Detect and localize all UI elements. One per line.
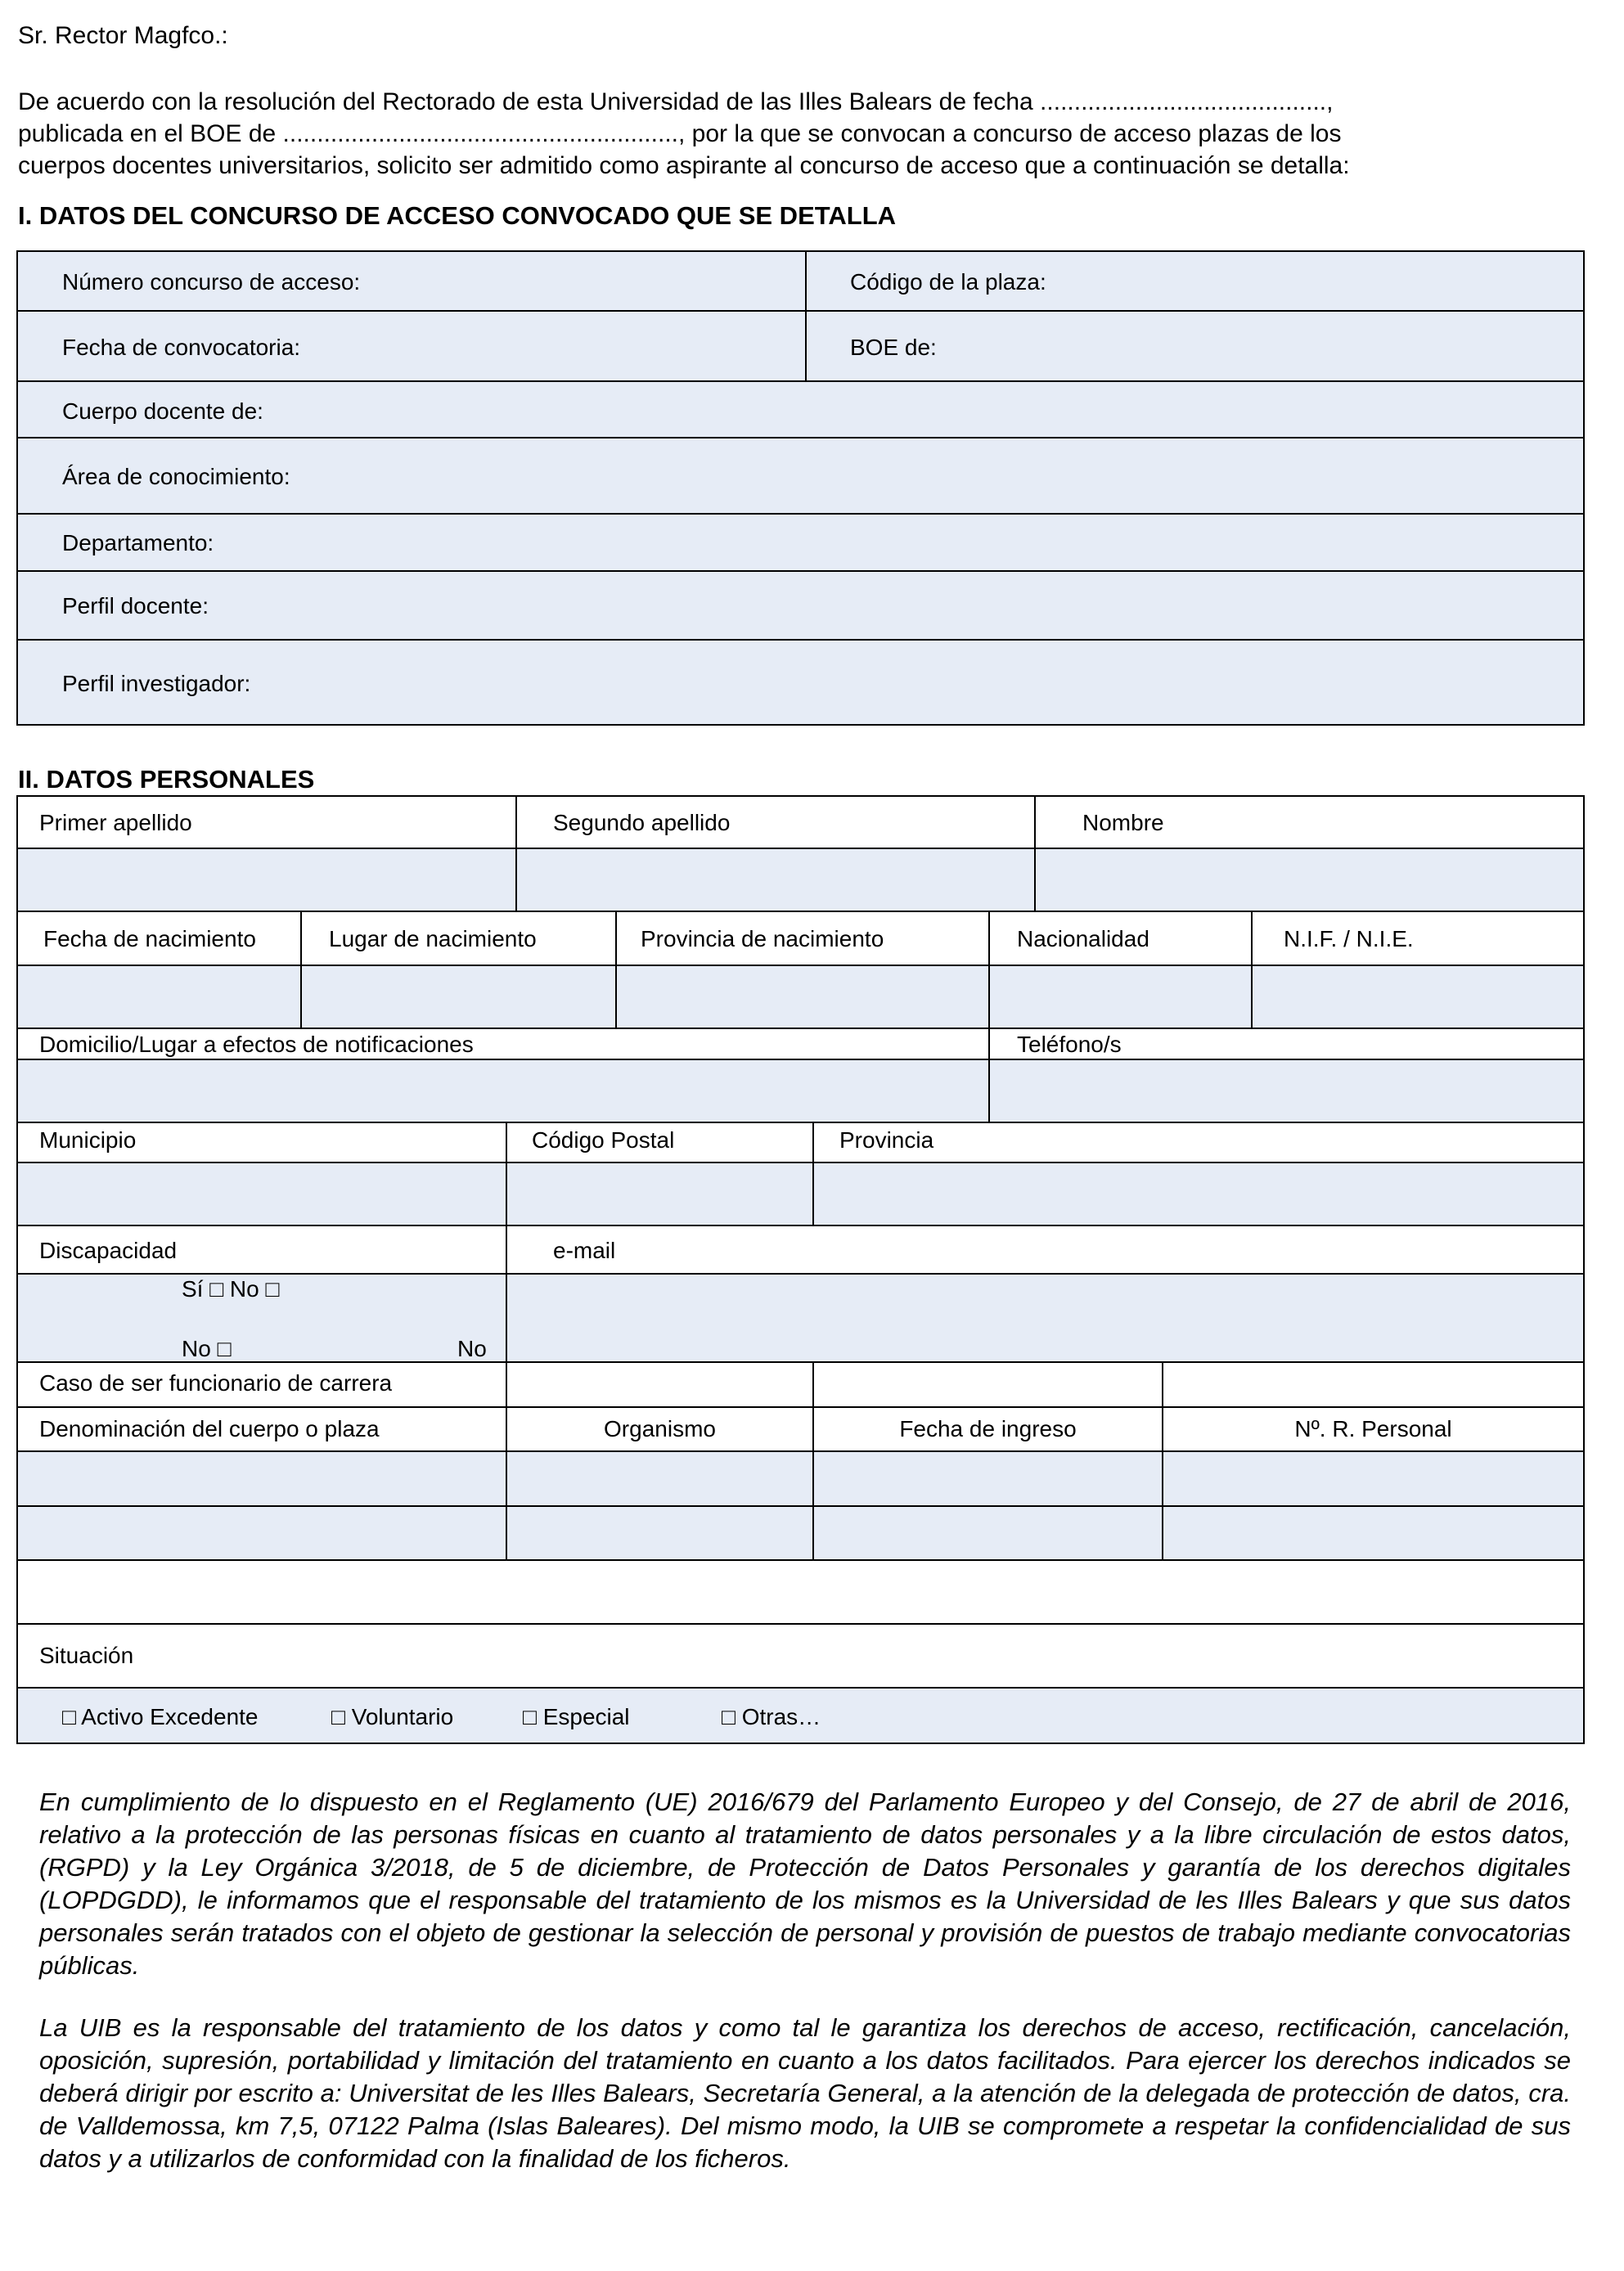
situacion-label: Situación [39, 1643, 134, 1668]
provincia-nacimiento-label: Provincia de nacimiento [641, 926, 884, 951]
nif-label: N.I.F. / N.I.E. [1284, 926, 1414, 951]
fecha-convocatoria-field[interactable]: Fecha de convocatoria: [62, 335, 301, 360]
provincia-label: Provincia [839, 1127, 934, 1153]
especial-option[interactable]: □ Especial [523, 1704, 630, 1729]
numero-concurso-field[interactable]: Número concurso de acceso: [62, 269, 361, 295]
nrp-label: Nº. R. Personal [1294, 1416, 1452, 1441]
boe-field[interactable]: BOE de: [850, 335, 937, 360]
greeting: Sr. Rector Magfco.: [18, 22, 228, 49]
section-2-title: II. DATOS PERSONALES [18, 765, 315, 794]
municipio-input-row[interactable] [18, 1162, 1583, 1225]
codigo-plaza-field[interactable]: Código de la plaza: [850, 269, 1046, 295]
nombre-label: Nombre [1082, 810, 1164, 835]
intro-line-1: De acuerdo con la resolución del Rectorado de esta Universidad de las Illes Balears de fecha .........................................., [18, 88, 1334, 115]
telefono-label: Teléfono/s [1017, 1032, 1122, 1057]
nacionalidad-label: Nacionalidad [1017, 926, 1149, 951]
activo-excedente-option[interactable]: □ Activo Excedente [62, 1704, 259, 1729]
no-checkbox-right[interactable]: No [457, 1336, 487, 1361]
legal-paragraph-2: La UIB es la responsable del tratamiento de los datos y como tal le garantiza los derechos de acceso, rectificación, cancelación, oposición, supresión, portabilidad y limitación del tratamiento en cuanto a los datos facilitados. Para ejercer los derechos indicados se deberá dirigir por escrito a: Universitat de les Illes Balears, Secretaría General, a la atención de la delegada de protección de datos, cra. de Valldemossa, km 7,5, 07122 Palma (Islas Baleares). Del mismo modo, la UIB se compromete a respetar la confidencialidad de sus datos y a utilizarlos de conformidad con la finalidad de los ficheros. [39, 2013, 1571, 2173]
nacimiento-input-row[interactable] [18, 965, 1583, 1028]
organismo-label: Organismo [604, 1416, 716, 1441]
intro-line-3: cuerpos docentes universitarios, solicito ser admitido como aspirante al concurso de acceso que a continuación se detalla: [18, 152, 1350, 179]
discapacidad-label: Discapacidad [39, 1238, 178, 1263]
email-label: e-mail [553, 1238, 616, 1263]
segundo-apellido-label: Segundo apellido [553, 810, 731, 835]
legal-paragraph-1: En cumplimiento de lo dispuesto en el Reglamento (UE) 2016/679 del Parlamento Europeo y del Consejo, de 27 de abril de 2016, relativo a la protección de las personas físicas en cuanto al tratamiento de datos personales y a la libre circulación de estos datos, (RGPD) y la Ley Orgánica 3/2018, de 5 de diciembre, de Protección de Datos Personales y garantía de los derechos digitales (LOPDGDD), le informamos que el responsable del tratamiento de los mismos es la Universidad de les Illes Balears y que sus datos personales serán tratados con el objeto de gestionar la selección de personal y provisión de puestos de trabajo mediante convocatorias públicas. [39, 1788, 1571, 1980]
area-conocimiento-field[interactable]: Área de conocimiento: [62, 464, 290, 489]
perfil-docente-field[interactable]: Perfil docente: [62, 593, 209, 618]
fecha-ingreso-label: Fecha de ingreso [899, 1416, 1077, 1441]
departamento-field[interactable]: Departamento: [62, 530, 214, 555]
no-checkbox-left[interactable]: No □ [182, 1336, 232, 1361]
domicilio-input-row[interactable] [18, 1060, 1583, 1122]
otras-option[interactable]: □ Otras… [722, 1704, 821, 1729]
domicilio-label: Domicilio/Lugar a efectos de notificaciones [39, 1032, 474, 1057]
perfil-investigador-field[interactable]: Perfil investigador: [62, 671, 251, 696]
primer-apellido-label: Primer apellido [39, 810, 192, 835]
funcionario-label: Caso de ser funcionario de carrera [39, 1370, 393, 1396]
section-1-title: I. DATOS DEL CONCURSO DE ACCESO CONVOCADO QUE SE DETALLA [18, 201, 897, 230]
lugar-nacimiento-label: Lugar de nacimiento [329, 926, 537, 951]
intro-line-2: publicada en el BOE de .........................................................., por la que se convocan a concurso de acceso plazas de los [18, 120, 1342, 147]
voluntario-option[interactable]: □ Voluntario [331, 1704, 454, 1729]
apellidos-input-row[interactable] [18, 849, 1583, 911]
fecha-nacimiento-label: Fecha de nacimiento [43, 926, 256, 951]
denominacion-label: Denominación del cuerpo o plaza [39, 1416, 380, 1441]
municipio-label: Municipio [39, 1127, 137, 1153]
cuerpo-docente-field[interactable]: Cuerpo docente de: [62, 398, 263, 424]
codigo-postal-label: Código Postal [532, 1127, 675, 1153]
discapacidad-options[interactable]: Sí □ No □ [182, 1276, 280, 1302]
